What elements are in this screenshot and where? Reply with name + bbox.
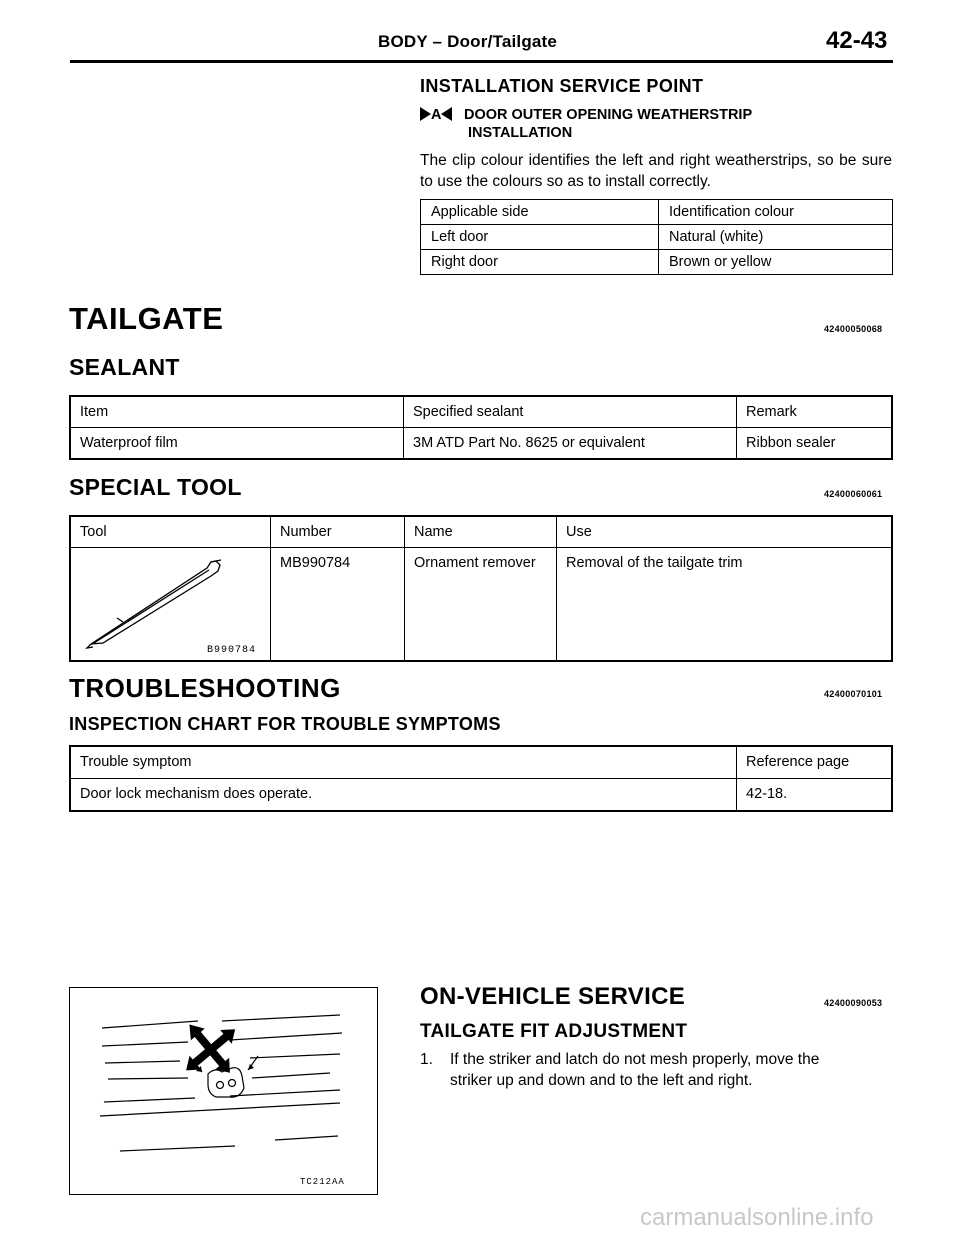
table-header-cell: Reference page	[737, 746, 893, 779]
table-header-cell: Item	[70, 396, 404, 428]
table-header-cell: Remark	[737, 396, 893, 428]
table-row	[70, 746, 892, 779]
table-header-cell: Trouble symptom	[70, 746, 737, 779]
table-cell: Ornament remover	[405, 548, 557, 662]
figure-label: TC212AA	[300, 1177, 345, 1187]
arrow-right-icon	[420, 107, 431, 121]
table-row	[70, 779, 892, 812]
table-cell: Natural (white)	[659, 225, 893, 250]
special-tool-code: 42400060061	[824, 489, 883, 499]
table-row	[70, 548, 892, 662]
sealant-table	[69, 395, 893, 460]
table-cell: Removal of the tailgate trim	[557, 548, 893, 662]
marker-letter: A	[431, 107, 442, 123]
table-cell: Right door	[421, 250, 659, 275]
table-header-cell: Specified sealant	[404, 396, 737, 428]
adjustment-step-1	[420, 1049, 893, 1091]
table-header-cell: Use	[557, 516, 893, 548]
clip-colour-paragraph: The clip colour identifies the left and right weatherstrips, so be sure to use the colours so as to install correctly.	[420, 152, 892, 190]
running-header-title: BODY – Door/Tailgate	[378, 32, 558, 51]
table-cell: Waterproof film	[70, 428, 404, 460]
step-text-line1: If the striker and latch do not mesh properly, move the	[450, 1051, 820, 1068]
table-row	[70, 396, 892, 428]
tailgate-fit-adjustment-subtitle: TAILGATE FIT ADJUSTMENT	[420, 1021, 688, 1042]
table-cell: Brown or yellow	[659, 250, 893, 275]
table-row	[421, 225, 893, 250]
table-cell: Left door	[421, 225, 659, 250]
tailgate-adjustment-figure	[69, 987, 378, 1195]
header-rule	[70, 60, 893, 63]
table-cell: 42-18.	[737, 779, 893, 812]
special-tool-title: SPECIAL TOOL	[69, 474, 242, 500]
table-cell: MB990784	[271, 548, 405, 662]
table-cell: Ribbon sealer	[737, 428, 893, 460]
sealant-title: SEALANT	[69, 354, 180, 380]
table-cell: Door lock mechanism does operate.	[70, 779, 737, 812]
table-cell: 3M ATD Part No. 8625 or equivalent	[404, 428, 737, 460]
step-number: 1.	[420, 1051, 433, 1068]
step-text-line2: striker up and down and to the left and right.	[450, 1072, 753, 1089]
table-row	[70, 516, 892, 548]
subheading-line2: INSTALLATION	[468, 125, 573, 141]
service-point-marker	[420, 106, 464, 124]
page-number: 42-43	[826, 27, 888, 54]
on-vehicle-service-code: 42400090053	[824, 998, 883, 1008]
subheading-line1: DOOR OUTER OPENING WEATHERSTRIP	[464, 107, 753, 123]
on-vehicle-service-title: ON-VEHICLE SERVICE	[420, 983, 686, 1010]
ornament-remover-figure	[71, 548, 270, 660]
installation-heading: INSTALLATION SERVICE POINT	[420, 76, 704, 96]
weatherstrip-colour-table	[420, 199, 893, 275]
tailgate-code: 42400050068	[824, 324, 883, 334]
troubleshooting-code: 42400070101	[824, 689, 883, 699]
special-tool-table	[69, 515, 893, 662]
inspection-chart-subtitle: INSPECTION CHART FOR TROUBLE SYMPTOMS	[69, 714, 501, 734]
table-row	[70, 428, 892, 460]
installation-subheading	[420, 106, 752, 142]
troubleshooting-title: TROUBLESHOOTING	[69, 673, 341, 703]
table-header-cell: Number	[271, 516, 405, 548]
table-header-cell: Identification colour	[659, 200, 893, 225]
tool-figure-cell	[70, 548, 271, 662]
watermark: carmanualsonline.info	[640, 1204, 874, 1231]
trouble-symptom-table	[69, 745, 893, 812]
table-row	[421, 200, 893, 225]
tool-figure-label: B990784	[207, 645, 257, 656]
table-header-cell: Applicable side	[421, 200, 659, 225]
table-header-cell: Name	[405, 516, 557, 548]
tailgate-title: TAILGATE	[69, 301, 224, 336]
table-header-cell: Tool	[70, 516, 271, 548]
striker-adjustment-diagram	[70, 988, 377, 1194]
table-row	[421, 250, 893, 275]
arrow-left-icon	[441, 107, 452, 121]
